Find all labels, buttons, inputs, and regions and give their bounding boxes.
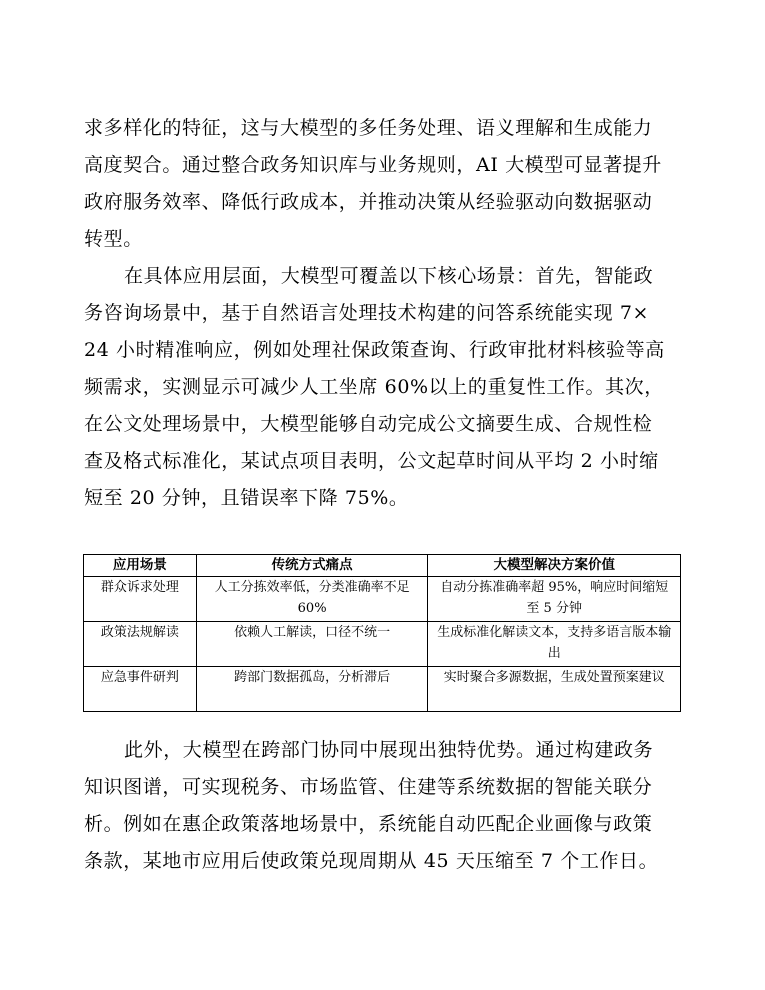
text-line: 析。例如在惠企政策落地场景中，系统能自动匹配企业画像与政策 [84,813,653,835]
cell-pain-point: 依赖人工解读，口径不统一 [196,622,428,667]
cell-pain-point: 跨部门数据孤岛，分析滞后 [196,667,428,712]
text-line: 高度契合。通过整合政务知识库与业务规则，AI 大模型可显著提升 [84,154,662,176]
text-line: 此外，大模型在跨部门协同中展现出独特优势。通过构建政务 [124,739,654,761]
paragraph-intro-continuation [84,110,684,258]
cell-solution-value: 实时聚合多源数据，生成处置预案建议 [428,667,681,712]
text-line: 查及格式标准化，某试点项目表明，公文起草时间从平均 2 小时缩 [84,450,659,472]
text-line: 频需求，实测显示可减少人工坐席 60%以上的重复性工作。其次， [84,376,664,398]
text-line: 在公文处理场景中，大模型能够自动完成公文摘要生成、合规性检 [84,413,653,435]
text-line: 在具体应用层面，大模型可覆盖以下核心场景：首先，智能政 [124,265,654,287]
cell-solution-value: 生成标准化解读文本，支持多语言版本输出 [428,622,681,667]
cell-solution-value: 自动分拣准确率超 95%，响应时间缩短至 5 分钟 [428,577,681,622]
table-row [84,667,681,712]
text-line: 短至 20 分钟，且错误率下降 75%。 [84,487,409,509]
text-line: 政府服务效率、降低行政成本，并推动决策从经验驱动向数据驱动 [84,191,653,213]
text-line: 转型。 [84,228,143,250]
cell-pain-point: 人工分拣效率低，分类准确率不足 60% [196,577,428,622]
cell-scenario: 应急事件研判 [84,667,197,712]
paragraph-cross-department [84,732,684,880]
column-header-scenario: 应用场景 [84,555,197,577]
table-row [84,622,681,667]
column-header-solution-value: 大模型解决方案价值 [428,555,681,577]
text-line: 知识图谱，可实现税务、市场监管、住建等系统数据的智能关联分 [84,776,653,798]
text-line: 24 小时精准响应，例如处理社保政策查询、行政审批材料核验等高 [84,339,665,361]
text-line: 条款，某地市应用后使政策兑现周期从 45 天压缩至 7 个工作日。 [84,850,659,872]
cell-scenario: 政策法规解读 [84,622,197,667]
table-header-row [84,555,681,577]
scenario-comparison-table [83,554,681,712]
cell-scenario: 群众诉求处理 [84,577,197,622]
paragraph-application-scenarios [84,258,684,517]
text-line: 务咨询场景中，基于自然语言处理技术构建的问答系统能实现 7× [84,302,650,324]
table-row [84,577,681,622]
text-line: 求多样化的特征，这与大模型的多任务处理、语义理解和生成能力 [84,117,653,139]
column-header-pain-points: 传统方式痛点 [196,555,428,577]
